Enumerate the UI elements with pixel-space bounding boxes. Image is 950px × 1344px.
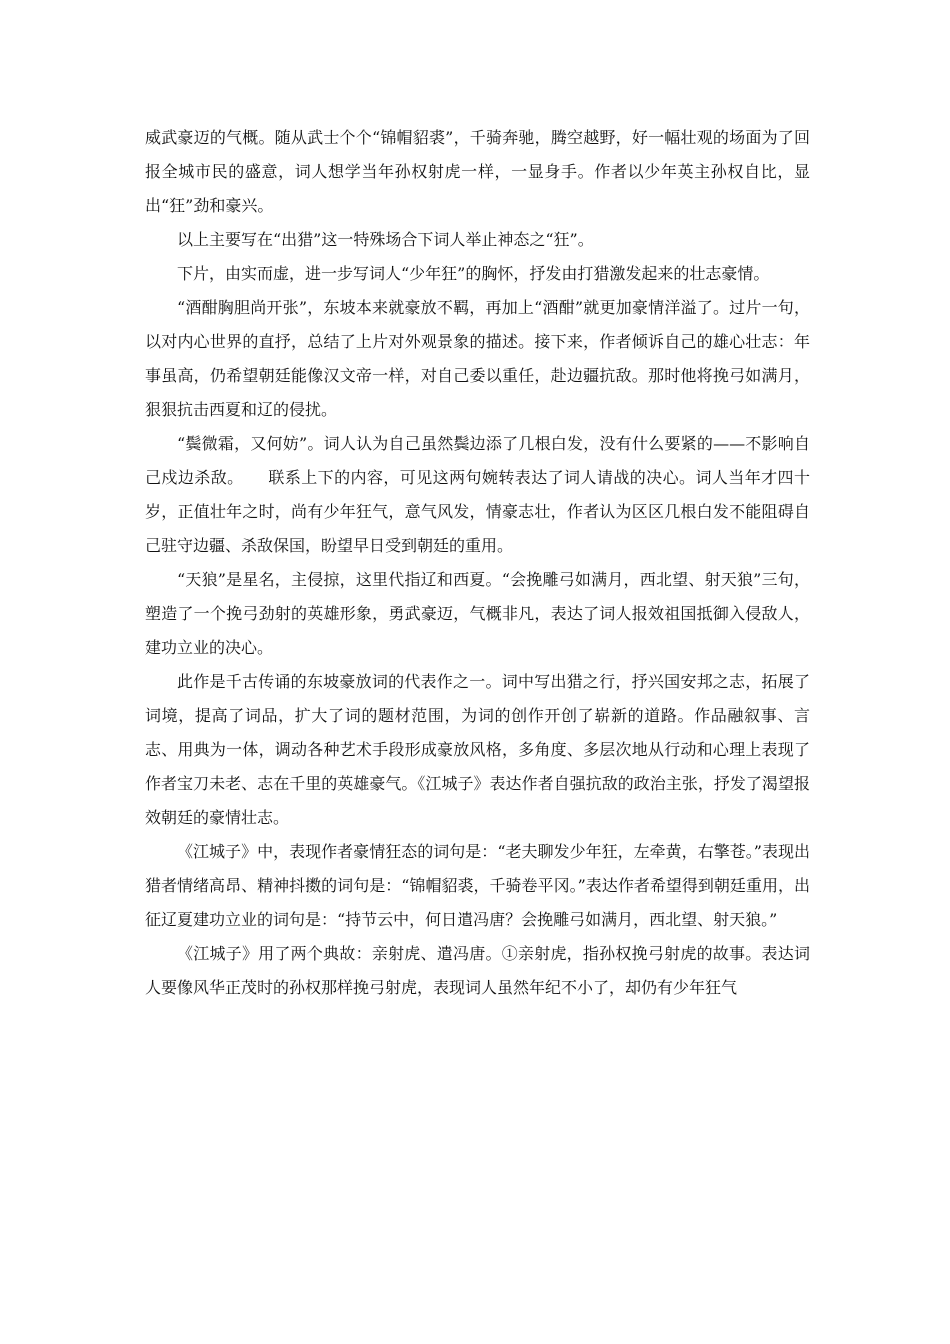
document-body	[145, 121, 810, 1005]
paragraph-hunting-scene: 威武豪迈的气概。随从武士个个“锦帽貂裘”，千骑奔驰，腾空越野，好一幅壮观的场面为了回报全城市民的盛意，词人想学当年孙权射虎一样，一显身手。作者以少年英主孙权自比，显出“狂”劲和豪兴。	[145, 128, 810, 215]
paragraph-wine-and-ambition: “酒酣胸胆尚开张”，东坡本来就豪放不羁，再加上“酒酣”就更加豪情洋溢了。过片一句，以对内心世界的直抒，总结了上片对外观景象的描述。接下来，作者倾诉自己的雄心壮志：年事虽高，仍希望朝廷能像汉文帝一样，对自己委以重任，赴边疆抗敌。那时他将挽弓如满月，狠狠抗击西夏和辽的侵扰。	[145, 298, 810, 419]
paragraph-frost-temples: “鬓微霜，又何妨”。词人认为自己虽然鬓边添了几根白发，没有什么要紧的——不影响自己戍边杀敌。 联系上下的内容，可见这两句婉转表达了词人请战的决心。词人当年才四十岁，正值壮年之时，尚有少年狂气，意气风发，情豪志壮，作者认为区区几根白发不能阻碍自己驻守边疆、杀敌保国，盼望早日受到朝廷的重用。	[145, 434, 810, 555]
paragraph-key-lines: 《江城子》中，表现作者豪情狂态的词句是：“老夫聊发少年狂，左牵黄，右擎苍。”表现出猎者情绪高昂、精神抖擞的词句是：“锦帽貂裘，千骑卷平冈。”表达作者希望得到朝廷重用，出征辽夏建功立业的词句是：“持节云中，何日遣冯唐？会挽雕弓如满月，西北望、射天狼。”	[145, 842, 810, 929]
paragraph-masterpiece: 此作是千古传诵的东坡豪放词的代表作之一。词中写出猎之行，抒兴国安邦之志，拓展了词境，提高了词品，扩大了词的题材范围，为词的创作开创了崭新的道路。作品融叙事、言志、用典为一体，调动各种艺术手段形成豪放风格，多角度、多层次地从行动和心理上表现了作者宝刀未老、志在千里的英雄豪气。《江城子》表达作者自强抗敌的政治主张，抒发了渴望报效朝廷的豪情壮志。	[145, 672, 810, 827]
paragraph-sirius: “天狼”是星名，主侵掠，这里代指辽和西夏。“会挽雕弓如满月，西北望、射天狼”三句，塑造了一个挽弓劲射的英雄形象，勇武豪迈，气概非凡，表达了词人报效祖国抵御入侵敌人，建功立业的决心。	[145, 570, 810, 657]
paragraph-allusions: 《江城子》用了两个典故：亲射虎、遣冯唐。①亲射虎，指孙权挽弓射虎的故事。表达词人要像风华正茂时的孙权那样挽弓射虎，表现词人虽然年纪不小了，却仍有少年狂气	[145, 944, 810, 997]
paragraph-lower-part-intro: 下片，由实而虚，进一步写词人“少年狂”的胸怀，抒发由打猎激发起来的壮志豪情。	[177, 264, 770, 283]
paragraph-summary-upper-part: 以上主要写在“出猎”这一特殊场合下词人举止神态之“狂”。	[177, 230, 594, 249]
